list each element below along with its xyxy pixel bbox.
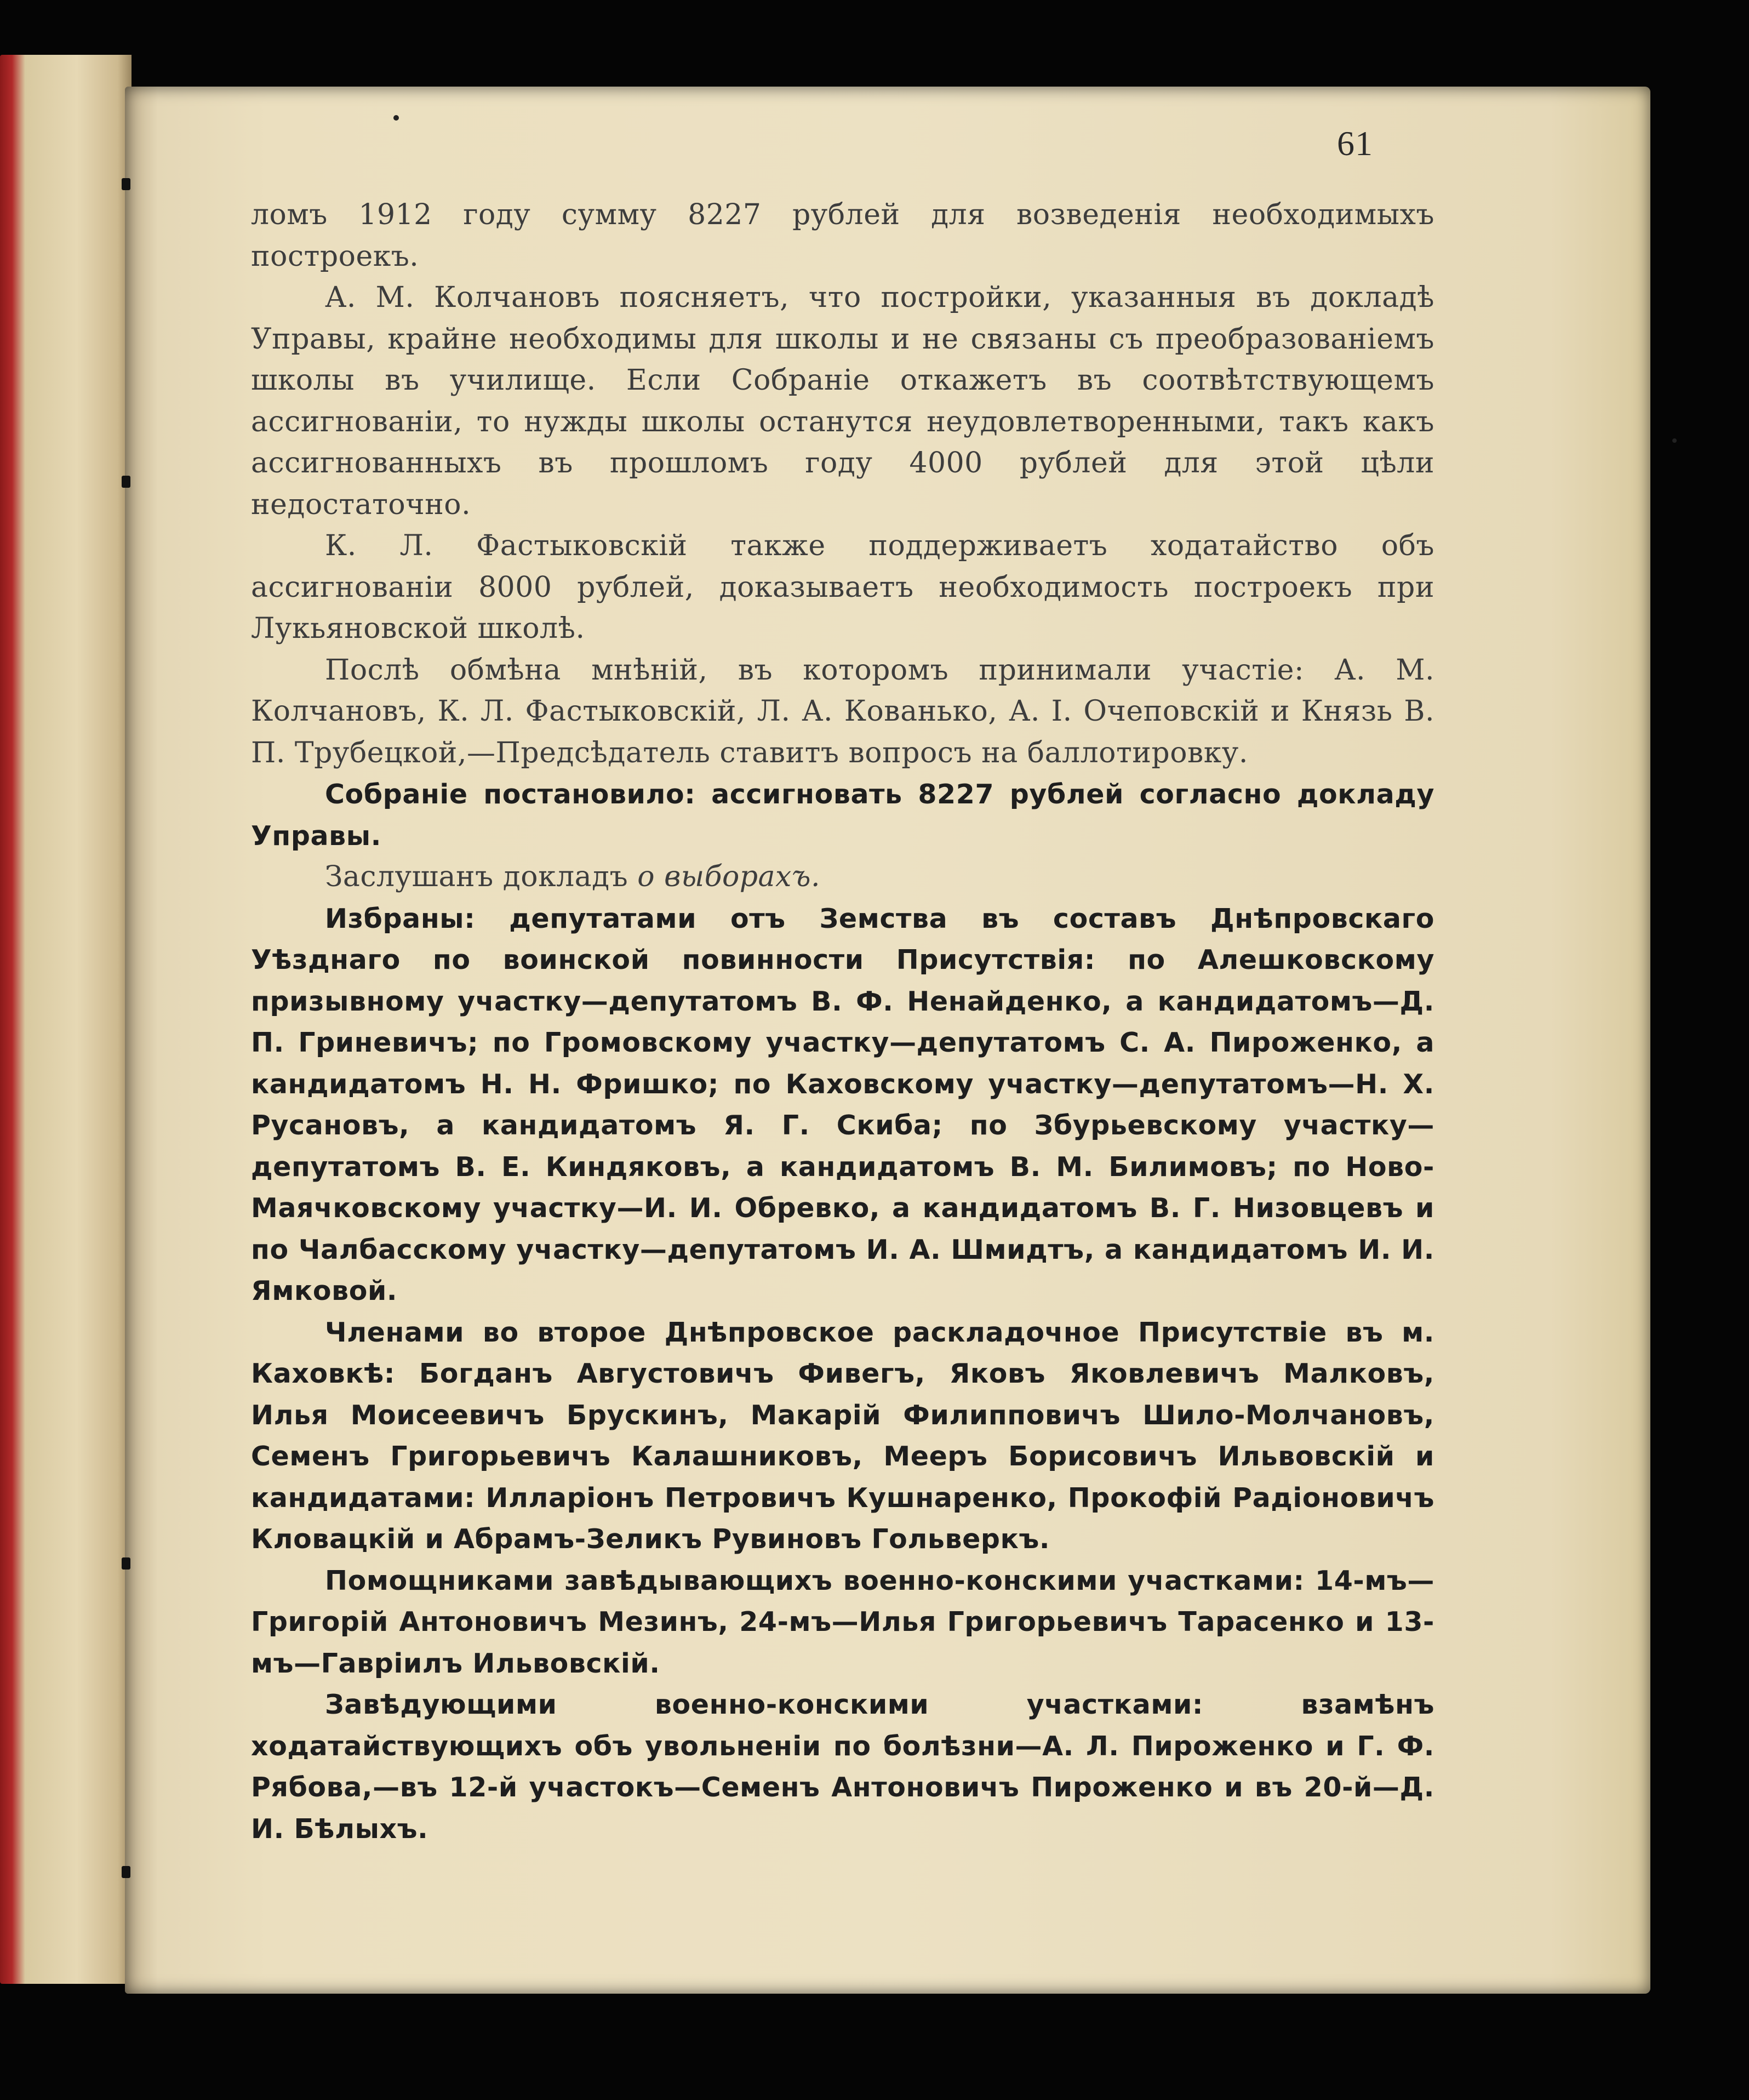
- page-text: [251, 195, 1434, 1850]
- binding-thread-mark: [122, 1557, 130, 1570]
- report-topic-italic: о выборахъ.: [637, 860, 821, 893]
- paper-speck: [1672, 438, 1677, 443]
- paragraph-tax-board-members: Членами во второе Днѣпровское раскладочное Присутствіе въ м. Каховкѣ: Богданъ Августовичъ Фивегъ, Яковъ Яковлевичъ Малковъ, Илья Моисеевичъ Брускинъ, Макарій Филипповичъ Шило-Молчановъ, Семенъ Григорьевичъ Калашниковъ, Мееръ Борисовичъ Ильвовскій и кандидатами: Илларіонъ Петровичъ Кушнаренко, Прокофій Радіоновичъ Кловацкій и Абрамъ-Зеликъ Рувиновъ Гольверкъ.: [251, 1316, 1434, 1555]
- paragraph-construction-sum: ломъ 1912 году сумму 8227 рублей для возведенія необходимыхъ построекъ.: [251, 198, 1434, 273]
- page-number: 61: [1337, 124, 1373, 163]
- paragraph-kolchanov: А. М. Колчановъ поясняетъ, что постройки, указанныя въ докладѣ Управы, крайне необходимы для школы и не связаны съ преобразованіемъ школы въ училище. Если Собраніе откажетъ въ соотвѣтствующемъ ассигнованіи, то нужды школы останутся неудовлетворенными, такъ какъ ассигнованныхъ въ прошломъ году 4000 рублей для этой цѣли недостаточно.: [251, 281, 1434, 521]
- left-page-edge: [0, 55, 132, 1984]
- paragraph-resolution: Собраніе постановило: ассигновать 8227 рублей согласно докладу Управы.: [251, 779, 1434, 852]
- paragraph-fastykovsky: К. Л. Фастыковскій также поддерживаетъ ходатайство объ ассигнованіи 8000 рублей, доказываетъ необходимость построекъ при Лукьяновской школѣ.: [251, 529, 1434, 645]
- report-heard-text: Заслушанъ докладъ: [325, 860, 638, 893]
- paper-speck: [393, 115, 399, 121]
- paragraph-debate: Послѣ обмѣна мнѣній, въ которомъ принимали участіе: А. М. Колчановъ, К. Л. Фастыковскій, Л. А. Кованько, А. І. Очеповскій и Князь В. П. Трубецкой,—Предсѣдатель ставитъ вопросъ на баллотировку.: [251, 653, 1434, 769]
- paragraph-district-managers: Завѣдующими военно-конскими участками: взамѣнъ ходатайствующихъ объ увольненіи по болѣзни—А. Л. Пироженко и Г. Ф. Рябова,—въ 12-й участокъ—Семенъ Антоновичъ Пироженко и въ 20-й—Д. И. Бѣлыхъ.: [251, 1689, 1434, 1845]
- binding-thread-mark: [122, 476, 130, 488]
- paragraph-assistant-managers: Помощниками завѣдывающихъ военно-конскими участками: 14-мъ—Григорій Антоновичъ Мезинъ, 24-мъ—Илья Григорьевичъ Тарасенко и 13-мъ—Гавріилъ Ильвовскій.: [251, 1565, 1434, 1679]
- paragraph-report-elections: [251, 857, 1434, 898]
- paragraph-elected-deputies: Избраны: депутатами отъ Земства въ составъ Днѣпровскаго Уѣзднаго по воинской повинности Присутствія: по Алешковскому призывному участку—депутатомъ В. Ф. Ненайденко, а кандидатомъ—Д. П. Гриневичъ; по Громовскому участку—депутатомъ С. А. Пироженко, а кандидатомъ Н. Н. Фришко; по Каховскому участку—депутатомъ—Н. Х. Русановъ, а кандидатомъ Я. Г. Скиба; по Збурьевскому участку—депутатомъ В. Е. Киндяковъ, а кандидатомъ В. М. Билимовъ; по Ново-Маячковскому участку—И. И. Обревко, а кандидатомъ В. Г. Низовцевъ и по Чалбасскому участку—депутатомъ И. А. Шмидтъ, а кандидатомъ И. И. Ямковой.: [251, 903, 1434, 1306]
- binding-thread-mark: [122, 178, 130, 190]
- binding-thread-mark: [122, 1866, 130, 1878]
